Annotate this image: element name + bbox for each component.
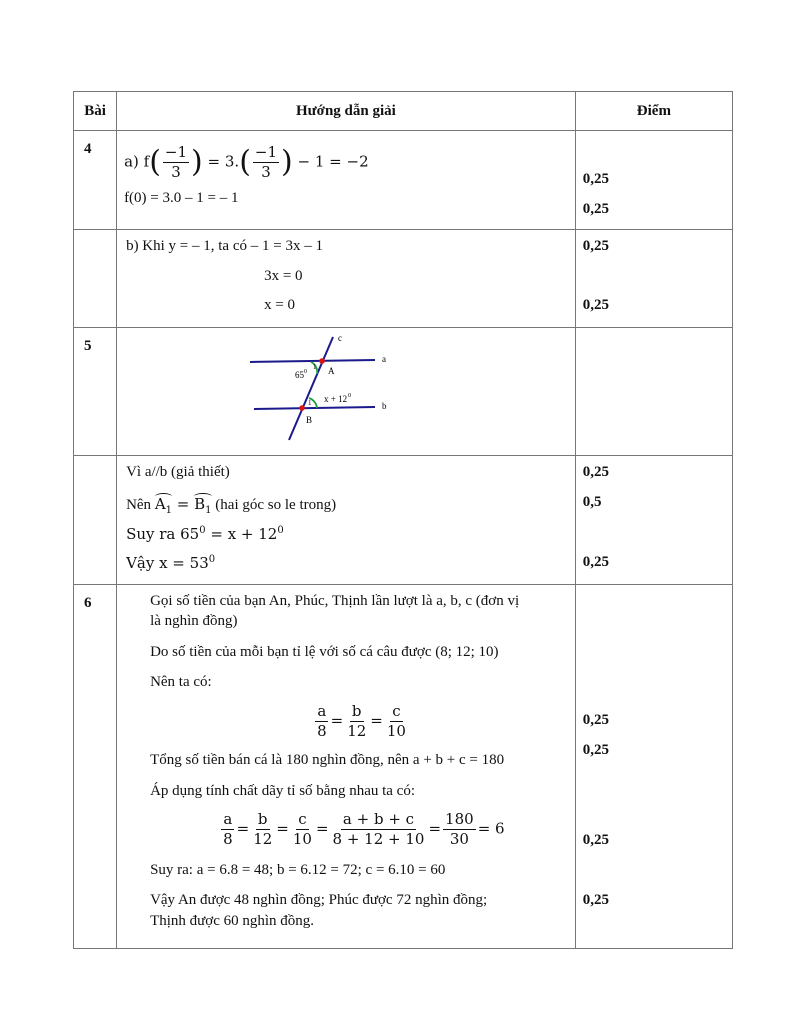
- line-suy-ra-abc: Suy ra: a = 6.8 = 48; b = 6.12 = 72; c = 6.10 = 60: [150, 862, 446, 878]
- score: 0,25: [582, 712, 609, 728]
- line-suy-ra: [126, 525, 284, 543]
- label-x12: x + 12: [324, 394, 348, 404]
- solution-4a: [117, 131, 576, 230]
- score: 0,25: [582, 742, 609, 758]
- bai-6: 6: [74, 585, 117, 949]
- figure-cell: [117, 328, 576, 456]
- bai-5: 5: [74, 328, 117, 456]
- line-vi-ab: Vì a//b (giả thiết): [126, 464, 230, 480]
- ratio-chain-eq: $\frac{a}{8}$ = $\frac{b}{12}$ = $\frac{c}{10}$ = $\frac{a + b + c}{8 + 12 + 10}$ = $\frac{180}{30}$ = 6: [223, 810, 505, 848]
- line-vay: Vậy An được 48 nghìn đồng; Phúc được 72 nghìn đồng;: [150, 892, 488, 908]
- score-5-empty: [575, 328, 732, 456]
- bai-4: 4: [74, 131, 117, 230]
- label-b: b: [382, 401, 387, 411]
- nen-text: Nên: [126, 497, 155, 513]
- eq-sign: =: [172, 495, 195, 513]
- line-do-so-tien: Do số tiền của mỗi bạn tỉ lệ với số cá câu được (8; 12; 10): [150, 644, 499, 660]
- label-1a: 1: [313, 363, 317, 371]
- label-B: B: [306, 415, 313, 425]
- frac-den-2: 3: [261, 163, 271, 181]
- solution-6: [117, 585, 576, 949]
- suy-ra-text: Suy ra 65: [126, 525, 200, 543]
- fn-label: a) f: [124, 152, 150, 171]
- label-a: a: [382, 354, 387, 364]
- row-5b: [74, 456, 733, 585]
- header-huong-dan: Hướng dẫn giải: [117, 92, 576, 131]
- header-diem: Điểm: [575, 92, 732, 131]
- score-4b: [575, 230, 732, 328]
- line-ap-dung: Áp dụng tính chất dãy tỉ số bằng nhau ta có:: [150, 783, 416, 799]
- bai-empty: [74, 230, 117, 328]
- eq-f-minus-third: a) f( $\frac{-1}{3}$ ) = 3.( $\frac{-1}{3}$ ) − 1 = −2: [124, 143, 369, 181]
- label-65: 65: [295, 370, 305, 380]
- line-nen-ta-co: Nên ta có:: [150, 674, 212, 690]
- label-x12-deg: 0: [348, 393, 352, 399]
- deg: 0: [277, 525, 284, 536]
- score: 0,25: [582, 171, 609, 187]
- deg: 0: [208, 554, 216, 565]
- point-A: [319, 358, 325, 364]
- solution-5: [117, 456, 576, 585]
- score: 0,25: [582, 892, 609, 908]
- score: 0,5: [582, 494, 602, 510]
- proportion-eq: $\frac{a}{8}$ = $\frac{b}{12}$ = $\frac{c}{10}$: [317, 702, 406, 740]
- line-3x: 3x = 0: [264, 268, 303, 284]
- score-4a: [575, 131, 732, 230]
- line-vay-x: [126, 554, 215, 572]
- header-bai: Bài: [74, 92, 117, 131]
- point-B: [299, 405, 305, 411]
- score-5b: [575, 456, 732, 585]
- score: 0,25: [582, 554, 609, 570]
- row-6: [74, 585, 733, 949]
- suy-ra-mid: = x + 12: [205, 525, 278, 543]
- solution-table: [73, 91, 733, 949]
- score-6: [575, 585, 732, 949]
- header-row: [74, 92, 733, 131]
- label-1b: 1: [308, 399, 312, 407]
- eq1-tail: − 1 = −2: [297, 152, 369, 171]
- line-x: x = 0: [264, 297, 296, 313]
- vay-x-text: Vậy x = 53: [126, 554, 209, 572]
- score: 0,25: [582, 464, 609, 480]
- frac-num-2: −1: [254, 143, 278, 161]
- line-b: [254, 407, 375, 409]
- line-vay-2: Thịnh được 60 nghìn đồng.: [150, 913, 315, 929]
- line-goi: Gọi số tiền của bạn An, Phúc, Thịnh lần lượt là a, b, c (đơn vị: [150, 593, 520, 609]
- score: 0,25: [582, 238, 609, 254]
- line-a: [250, 360, 375, 362]
- eq1: = 3.: [207, 152, 240, 171]
- label-A: A: [328, 366, 335, 376]
- parallel-lines-figure: [205, 332, 445, 452]
- solution-4b: [117, 230, 576, 328]
- frac-den: 3: [171, 163, 181, 181]
- bai-empty: [74, 456, 117, 585]
- line-nen: [126, 495, 336, 516]
- score: 0,25: [582, 297, 609, 313]
- line-khi-y: b) Khi y = – 1, ta có – 1 = 3x – 1: [126, 238, 323, 254]
- angle-A1: $A_1$: [154, 495, 173, 516]
- score: 0,25: [582, 832, 609, 848]
- line-f0: f(0) = 3.0 – 1 = – 1: [124, 190, 239, 206]
- line-goi-2: là nghìn đồng): [150, 613, 238, 629]
- deg: 0: [199, 525, 206, 536]
- row-4b: [74, 230, 733, 328]
- line-tong: Tổng số tiền bán cá là 180 nghìn đồng, nên a + b + c = 180: [150, 752, 505, 768]
- score: 0,25: [582, 201, 609, 217]
- row-4a: [74, 131, 733, 230]
- so-le-text: (hai góc so le trong): [211, 497, 337, 513]
- label-65-deg: 0: [304, 369, 308, 375]
- angle-B1: $B_1$: [194, 495, 212, 516]
- label-c: c: [338, 333, 343, 343]
- frac-num: −1: [164, 143, 188, 161]
- row-5: [74, 328, 733, 456]
